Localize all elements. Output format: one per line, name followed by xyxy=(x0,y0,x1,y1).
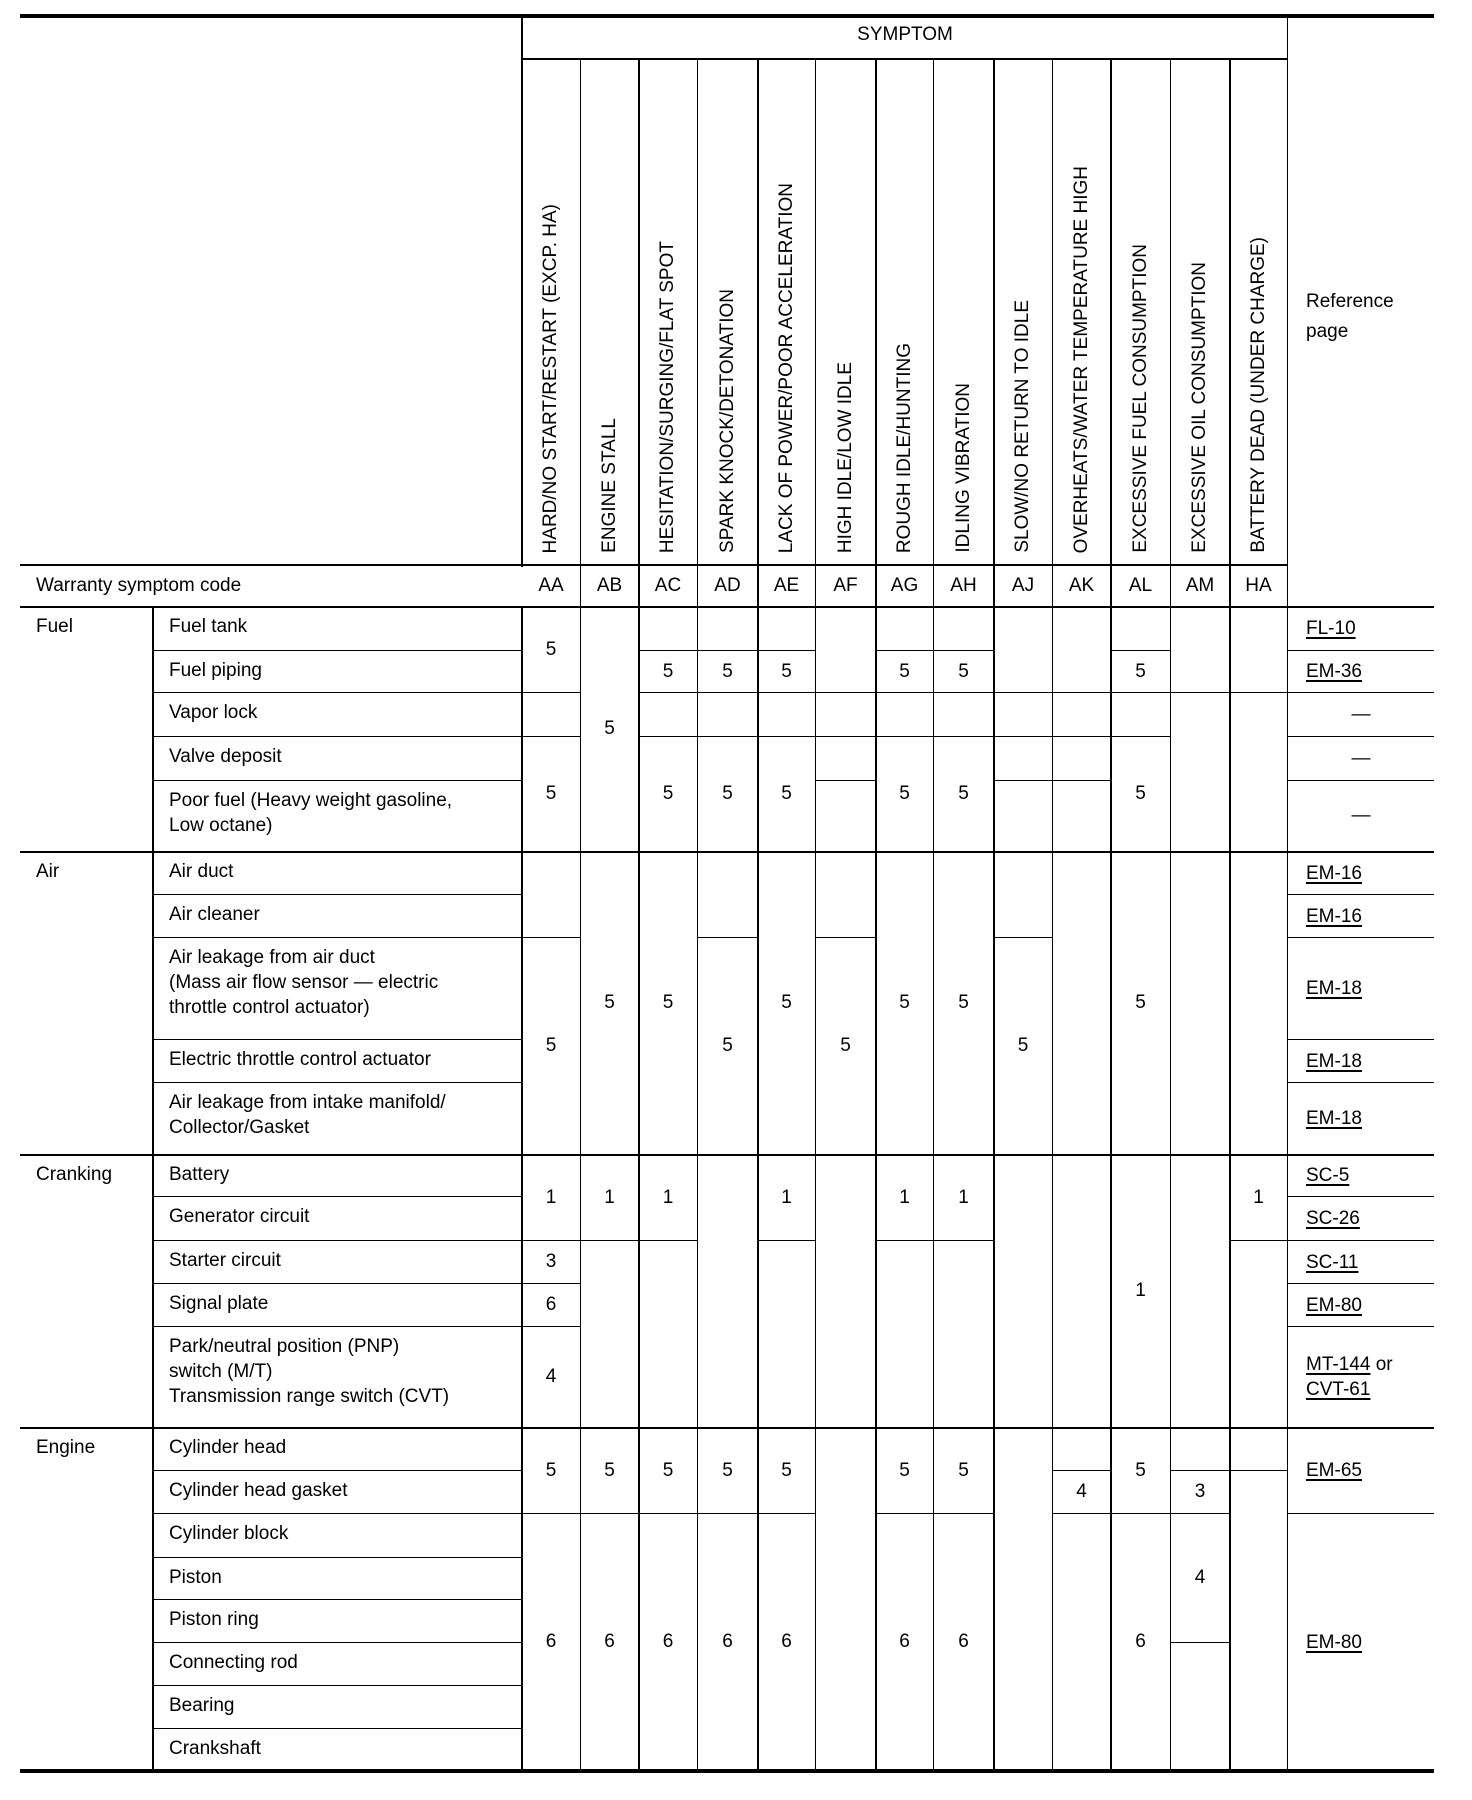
group-label: Fuel xyxy=(36,616,73,637)
reference-cell xyxy=(1288,852,1434,895)
component-item: Fuel tank xyxy=(153,607,522,651)
symptom-cell xyxy=(522,852,581,938)
symptom-cell xyxy=(994,1155,1053,1428)
reference-cell xyxy=(1288,895,1434,938)
symptom-cell xyxy=(698,693,758,737)
reference-link[interactable]: CVT-61 xyxy=(1306,1379,1371,1400)
component-item: Park/neutral position (PNP) switch (M/T) Transmission range switch (CVT) xyxy=(153,1327,522,1428)
symptom-cell xyxy=(1053,607,1111,693)
symptom-cell xyxy=(994,607,1053,693)
symptom-name: BATTERY DEAD (UNDER CHARGE) xyxy=(1247,237,1269,553)
symptom-cell: 5 xyxy=(698,651,758,693)
symptom-name: SPARK KNOCK/DETONATION xyxy=(716,289,738,553)
no-reference: — xyxy=(1351,805,1371,826)
symptom-cell xyxy=(876,1241,934,1428)
symptom-cell: 5 xyxy=(758,651,816,693)
symptom-cell xyxy=(1053,737,1111,781)
component-item: Battery xyxy=(153,1155,522,1197)
symptom-cell: 5 xyxy=(876,852,934,1155)
warranty-code: AG xyxy=(876,565,934,607)
symptom-cell xyxy=(639,1241,698,1428)
reference-link[interactable]: EM-80 xyxy=(1306,1631,1362,1653)
symptom-cell xyxy=(698,607,758,651)
symptom-cell: 5 xyxy=(1111,1428,1171,1514)
symptom-cell xyxy=(1111,693,1171,737)
component-item: Piston ring xyxy=(153,1600,522,1643)
reference-cell xyxy=(1288,1155,1434,1197)
reference-link[interactable]: EM-36 xyxy=(1306,661,1362,682)
symptom-cell xyxy=(994,693,1053,737)
reference-link[interactable]: SC-26 xyxy=(1306,1208,1360,1229)
symptom-cell: 3 xyxy=(522,1241,581,1284)
component-item: Generator circuit xyxy=(153,1197,522,1241)
symptom-cell xyxy=(758,1241,816,1428)
table-rule xyxy=(20,564,1288,566)
no-reference: — xyxy=(1351,703,1371,725)
reference-link[interactable]: MT-144 xyxy=(1306,1354,1371,1375)
table-rule xyxy=(152,607,154,1771)
component-item: Crankshaft xyxy=(153,1729,522,1771)
symptom-name: HESITATION/SURGING/FLAT SPOT xyxy=(657,240,678,553)
symptom-cell: 4 xyxy=(1053,1471,1111,1514)
symptom-name: IDLING VIBRATION xyxy=(952,383,974,553)
symptom-cell: 6 xyxy=(1111,1514,1171,1771)
reference-cell xyxy=(1288,1040,1434,1083)
symptom-cell xyxy=(1053,1428,1111,1471)
symptom-name: HARD/NO START/RESTART (EXCP. HA) xyxy=(540,203,561,553)
symptom-cell: 5 xyxy=(876,651,934,693)
symptom-cell: 5 xyxy=(639,651,698,693)
symptom-cell: 5 xyxy=(758,737,816,852)
symptom-cell xyxy=(1171,1643,1230,1771)
table-rule xyxy=(20,851,1434,853)
symptom-column-header xyxy=(1053,59,1111,565)
symptom-cell xyxy=(639,607,698,651)
symptom-column-header xyxy=(522,59,581,565)
table-rule xyxy=(522,58,1288,60)
warranty-code: AJ xyxy=(994,565,1053,607)
symptom-cell: 5 xyxy=(639,1428,698,1514)
symptom-name: OVERHEATS/WATER TEMPERATURE HIGH xyxy=(1070,165,1092,553)
symptom-cell xyxy=(581,1241,639,1428)
symptom-cell xyxy=(1053,693,1111,737)
symptom-cell xyxy=(1053,1155,1111,1428)
symptom-cell xyxy=(816,1155,876,1428)
symptom-cell: 6 xyxy=(934,1514,994,1771)
table-rule xyxy=(20,14,1434,18)
symptom-cell: 5 xyxy=(639,737,698,852)
symptom-cell xyxy=(1230,607,1288,693)
symptom-cell: 5 xyxy=(639,852,698,1155)
symptom-cell xyxy=(1230,693,1288,852)
symptom-cell xyxy=(1230,852,1288,1155)
warranty-code: AM xyxy=(1171,565,1230,607)
symptom-cell: 5 xyxy=(581,852,639,1155)
symptom-cell xyxy=(698,1155,758,1428)
warranty-symptom-code-label: Warranty symptom code xyxy=(36,575,242,596)
symptom-name: HIGH IDLE/LOW IDLE xyxy=(834,361,856,553)
component-item: Air cleaner xyxy=(153,895,522,938)
symptom-cell: 5 xyxy=(758,1428,816,1514)
symptom-cell xyxy=(876,607,934,651)
table-rule xyxy=(757,59,759,1771)
symptom-cell: 5 xyxy=(522,737,581,852)
warranty-code: AB xyxy=(581,565,639,607)
symptom-cell xyxy=(639,693,698,737)
symptom-cell: 1 xyxy=(876,1155,934,1241)
warranty-code: HA xyxy=(1230,565,1288,607)
reference-cell xyxy=(1288,1428,1434,1514)
component-item: Signal plate xyxy=(153,1284,522,1327)
symptom-cell: 1 xyxy=(1230,1155,1288,1241)
component-item: Poor fuel (Heavy weight gasoline, Low octane) xyxy=(153,781,522,852)
symptom-column-header xyxy=(1171,59,1230,565)
table-rule xyxy=(20,1154,1434,1156)
symptom-cell: 5 xyxy=(522,1428,581,1514)
symptom-cell xyxy=(994,737,1053,781)
reference-cell xyxy=(1288,1284,1434,1327)
reference-joiner: or xyxy=(1370,1354,1393,1375)
symptom-cell: 5 xyxy=(698,938,758,1155)
reference-cell xyxy=(1288,1327,1434,1428)
component-item: Fuel piping xyxy=(153,651,522,693)
table-rule xyxy=(521,607,523,1771)
symptom-cell: 5 xyxy=(698,737,758,852)
symptom-column-header xyxy=(816,59,876,565)
component-item: Cylinder head xyxy=(153,1428,522,1471)
table-rule xyxy=(1287,16,1288,608)
reference-link[interactable]: EM-65 xyxy=(1306,1460,1362,1481)
symptom-cell xyxy=(1230,1471,1288,1771)
symptom-name: ROUGH IDLE/HUNTING xyxy=(893,342,915,553)
symptom-name: LACK OF POWER/POOR ACCELERATION xyxy=(775,182,797,553)
symptom-cell: 5 xyxy=(934,651,994,693)
warranty-code: AA xyxy=(522,565,581,607)
symptom-cell xyxy=(1053,781,1111,852)
symptom-cell xyxy=(1171,607,1230,693)
reference-cell xyxy=(1288,1083,1434,1155)
group-label: Engine xyxy=(36,1437,96,1458)
symptom-cell xyxy=(1053,852,1111,1155)
table-rule xyxy=(1110,59,1112,1771)
symptom-cell: 5 xyxy=(522,607,581,693)
warranty-code: AC xyxy=(639,565,698,607)
table-rule xyxy=(875,59,877,1771)
symptom-cell: 5 xyxy=(816,938,876,1155)
symptom-cell: 5 xyxy=(934,1428,994,1514)
symptom-cell: 6 xyxy=(876,1514,934,1771)
reference-cell xyxy=(1288,781,1434,852)
group-label: Cranking xyxy=(36,1164,113,1185)
symptom-cell xyxy=(522,693,581,737)
symptom-header: SYMPTOM xyxy=(857,24,953,45)
symptom-cell xyxy=(994,1428,1053,1771)
symptom-cell xyxy=(934,693,994,737)
reference-cell xyxy=(1288,693,1434,737)
component-item: Cylinder block xyxy=(153,1514,522,1558)
symptom-cell: 4 xyxy=(522,1327,581,1428)
symptom-cell xyxy=(994,852,1053,938)
symptom-cell: 5 xyxy=(934,852,994,1155)
symptom-cell: 6 xyxy=(522,1284,581,1327)
symptom-column-header xyxy=(934,59,994,565)
table-rule xyxy=(20,1769,1434,1773)
warranty-code: AL xyxy=(1111,565,1171,607)
symptom-cell: 5 xyxy=(994,938,1053,1155)
symptom-cell xyxy=(816,781,876,852)
symptom-cell: 1 xyxy=(934,1155,994,1241)
reference-cell xyxy=(1288,1514,1434,1771)
warranty-code: AD xyxy=(698,565,758,607)
symptom-cell: 6 xyxy=(639,1514,698,1771)
group-label: Air xyxy=(36,861,60,882)
symptom-cell xyxy=(816,1428,876,1771)
symptom-cell xyxy=(934,607,994,651)
symptom-column-header xyxy=(994,59,1053,565)
symptom-column-header xyxy=(639,59,698,565)
component-item: Bearing xyxy=(153,1686,522,1729)
symptom-cell xyxy=(1230,1428,1288,1471)
reference-link[interactable]: EM-18 xyxy=(1306,978,1362,999)
symptom-cell: 1 xyxy=(581,1155,639,1241)
symptom-cell: 6 xyxy=(698,1514,758,1771)
symptom-cell xyxy=(1171,852,1230,1155)
symptom-cell: 1 xyxy=(758,1155,816,1241)
symptom-cell xyxy=(1171,1428,1230,1471)
symptom-cell: 6 xyxy=(581,1514,639,1771)
table-rule xyxy=(1229,59,1231,1771)
symptom-cell: 1 xyxy=(1111,1155,1171,1428)
component-item: Electric throttle control actuator xyxy=(153,1040,522,1083)
symptom-cell: 1 xyxy=(639,1155,698,1241)
symptom-cell: 4 xyxy=(1171,1514,1230,1643)
reference-cell xyxy=(1288,651,1434,693)
symptom-cell xyxy=(1171,693,1230,852)
symptom-name: EXCESSIVE OIL CONSUMPTION xyxy=(1189,262,1210,553)
symptom-cell xyxy=(876,693,934,737)
reference-cell xyxy=(1288,938,1434,1040)
symptom-name: ENGINE STALL xyxy=(598,418,620,553)
symptom-column-header xyxy=(758,59,816,565)
component-item: Air duct xyxy=(153,852,522,895)
symptom-cell xyxy=(1171,1155,1230,1428)
symptom-cell: 5 xyxy=(934,737,994,852)
reference-cell xyxy=(1288,607,1434,651)
symptom-column-header xyxy=(1230,59,1288,565)
symptom-cell: 5 xyxy=(876,737,934,852)
table-rule xyxy=(638,59,640,1771)
symptom-cell: 5 xyxy=(581,607,639,852)
symptom-cell: 3 xyxy=(1171,1471,1230,1514)
reference-link[interactable]: EM-80 xyxy=(1306,1294,1362,1316)
component-item: Connecting rod xyxy=(153,1643,522,1686)
warranty-code: AE xyxy=(758,565,816,607)
symptom-cell xyxy=(1053,1514,1111,1771)
reference-cell xyxy=(1288,1197,1434,1241)
table-rule xyxy=(20,606,1434,608)
symptom-cell: 5 xyxy=(698,1428,758,1514)
symptom-cell: 1 xyxy=(522,1155,581,1241)
reference-link[interactable]: EM-16 xyxy=(1306,862,1362,884)
symptom-cell xyxy=(1230,1241,1288,1428)
symptom-cell: 5 xyxy=(522,938,581,1155)
reference-link[interactable]: SC-11 xyxy=(1306,1251,1359,1273)
symptom-cell: 5 xyxy=(581,1428,639,1514)
symptom-cell xyxy=(816,852,876,938)
symptom-cell: 5 xyxy=(1111,852,1171,1155)
symptom-cell xyxy=(934,1241,994,1428)
no-reference: — xyxy=(1351,747,1371,769)
reference-link[interactable]: EM-18 xyxy=(1306,1108,1362,1129)
symptom-cell xyxy=(816,693,876,737)
component-item: Piston xyxy=(153,1558,522,1600)
component-item: Vapor lock xyxy=(153,693,522,737)
symptom-cell xyxy=(758,693,816,737)
component-item: Air leakage from intake manifold/ Collector/Gasket xyxy=(153,1083,522,1155)
symptom-column-header xyxy=(581,59,639,565)
reference-cell xyxy=(1288,1241,1434,1284)
symptom-cell: 6 xyxy=(522,1514,581,1771)
symptom-cell: 5 xyxy=(876,1428,934,1514)
reference-link[interactable]: EM-18 xyxy=(1306,1050,1362,1072)
symptom-name: SLOW/NO RETURN TO IDLE xyxy=(1012,300,1033,553)
symptom-cell xyxy=(758,607,816,651)
symptom-cell: 5 xyxy=(758,852,816,1155)
symptom-column-header xyxy=(698,59,758,565)
symptom-cell xyxy=(994,781,1053,852)
table-rule xyxy=(993,59,995,1771)
table-rule xyxy=(20,1427,1434,1429)
symptom-cell: 5 xyxy=(1111,737,1171,852)
symptom-cell: 6 xyxy=(758,1514,816,1771)
symptom-column-header xyxy=(1111,59,1171,565)
reference-cell xyxy=(1288,737,1434,781)
symptom-name: EXCESSIVE FUEL CONSUMPTION xyxy=(1129,244,1151,553)
warranty-code: AK xyxy=(1053,565,1111,607)
symptom-cell xyxy=(1111,607,1171,651)
symptom-cell xyxy=(816,607,876,693)
component-item: Air leakage from air duct (Mass air flow sensor — electric throttle control actuator) xyxy=(153,938,522,1040)
reference-page-header: Reference page xyxy=(1306,291,1394,342)
reference-link[interactable]: FL-10 xyxy=(1306,618,1356,639)
symptom-cell xyxy=(698,852,758,938)
symptom-cell xyxy=(816,737,876,781)
table-rule xyxy=(521,16,523,567)
component-item: Valve deposit xyxy=(153,737,522,781)
reference-link[interactable]: EM-16 xyxy=(1306,905,1362,927)
component-item: Starter circuit xyxy=(153,1241,522,1284)
symptom-cell: 5 xyxy=(1111,651,1171,693)
component-item: Cylinder head gasket xyxy=(153,1471,522,1514)
warranty-code: AF xyxy=(816,565,876,607)
symptom-column-header xyxy=(876,59,934,565)
reference-link[interactable]: SC-5 xyxy=(1306,1165,1350,1186)
warranty-code: AH xyxy=(934,565,994,607)
